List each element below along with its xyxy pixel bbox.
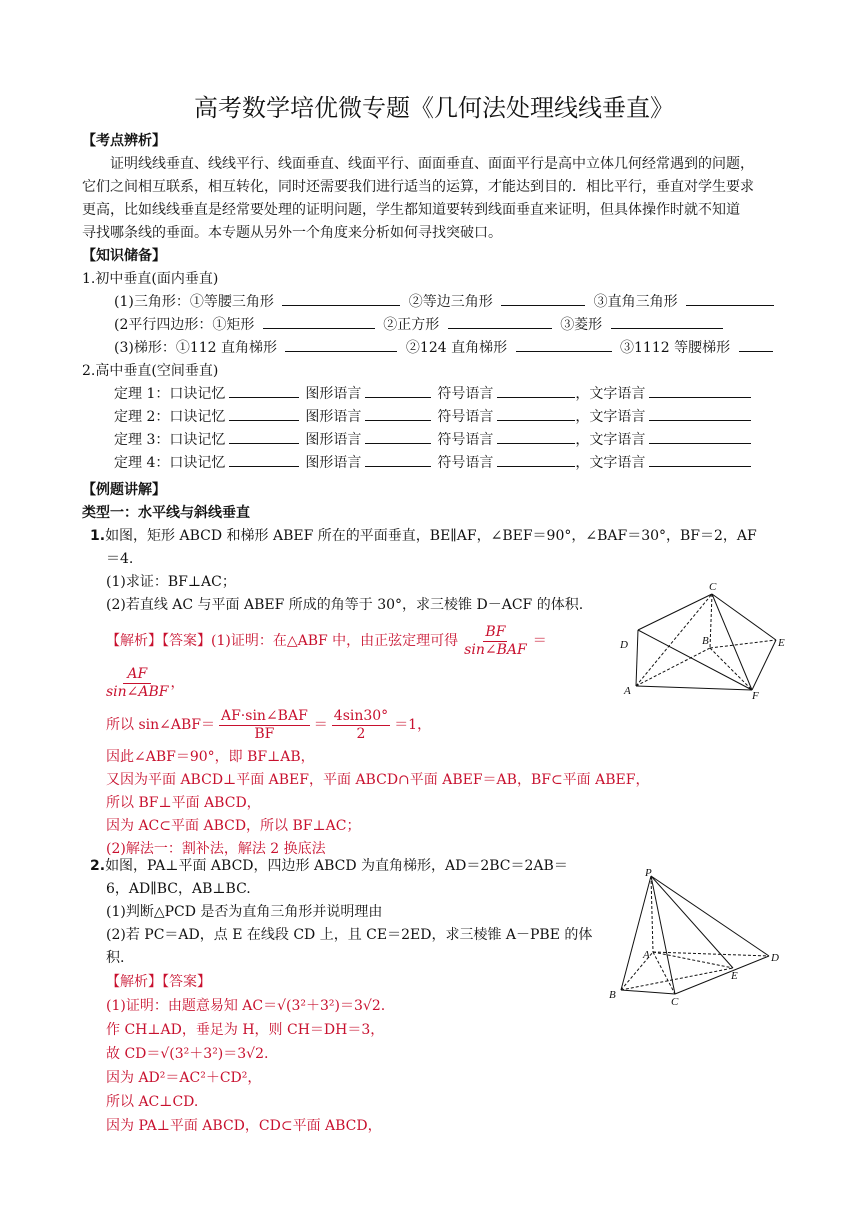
figure-1 — [612, 578, 792, 700]
problem-text: ＝4. — [106, 551, 134, 567]
solution-text: 作 CH⊥AD，垂足为 H，则 CH＝DH＝3， — [106, 1022, 385, 1038]
problem-text: 如图，矩形 ABCD 和梯形 ABEF 所在的平面垂直，BE∥AF，∠BEF＝90°，∠BAF＝30°，BF＝2，AF — [105, 528, 757, 544]
fill-blank — [282, 291, 400, 306]
fill-blank — [611, 314, 723, 329]
vertex-label: C — [671, 996, 679, 1006]
vertex-label: F — [752, 690, 759, 700]
theorem-label: 图形语言 — [305, 409, 362, 425]
theorem-label: 定理 4：口诀记忆 — [114, 455, 226, 471]
problem-number: 2. — [90, 858, 106, 874]
vertex-label: E — [731, 970, 738, 982]
vertex-label: E — [778, 637, 785, 649]
theorem-label: 图形语言 — [305, 432, 362, 448]
solution-text: 【解析】【答案】 — [106, 974, 211, 990]
solution-text: 因为 AC⊂平面 ABCD，所以 BF⊥AC； — [106, 818, 361, 834]
paragraph-line: 更高，比如线线垂直是经常要处理的证明问题，学生都知道要转到线面垂直来证明，但具体操作时就不知道 — [82, 202, 740, 218]
fill-blank — [263, 314, 375, 329]
question-1: (1)求证：BF⊥AC； — [106, 574, 236, 590]
fraction — [106, 666, 169, 701]
section-analysis — [82, 130, 792, 245]
vertex-label: B — [609, 989, 616, 1001]
fill-blank — [365, 452, 431, 467]
vertex-label: D — [771, 952, 779, 964]
fraction — [464, 624, 527, 659]
solution-text: ＝1， — [394, 716, 432, 733]
section-knowledge — [82, 245, 802, 475]
blank-label: ②等边三角形 — [408, 294, 493, 310]
section-heading: 【例题讲解】 — [82, 482, 166, 498]
fraction — [332, 708, 390, 743]
fill-blank — [448, 314, 552, 329]
solution-text: 所以 AC⊥CD. — [106, 1094, 199, 1110]
theorem-label: 定理 1：口诀记忆 — [114, 386, 226, 402]
fill-blank — [516, 337, 612, 352]
theorem-label: 符号语言 — [437, 455, 494, 471]
fill-blank — [501, 291, 585, 306]
question-2: (2)若 PC＝AD，点 E 在线段 CD 上，且 CE＝2ED，求三棱锥 A－PBE 的体 — [106, 927, 593, 943]
blank-label: ②正方形 — [383, 317, 440, 333]
blank-label: ②124 直角梯形 — [405, 340, 508, 356]
question-2: 积. — [106, 950, 125, 966]
section-heading: 【知识储备】 — [82, 248, 166, 264]
fraction-denominator: 2 — [356, 725, 366, 742]
theorem-label: 定理 3：口诀记忆 — [114, 432, 226, 448]
problem-number: 1. — [90, 528, 106, 544]
fill-blank — [229, 383, 299, 398]
blank-label: ③直角三角形 — [593, 294, 678, 310]
theorem-label: 图形语言 — [305, 386, 362, 402]
solution-text: ， — [170, 674, 185, 691]
fill-blank — [229, 429, 299, 444]
solution-text: 所以 BF⊥平面 ABCD， — [106, 795, 261, 811]
fill-blank — [497, 429, 575, 444]
problem-text: 6，AD∥BC，AB⊥BC. — [106, 881, 251, 897]
paragraph-line: 它们之间相互联系，相互转化，同时还需要我们进行适当的运算，才能达到目的．相比平行，垂直对学生要求 — [82, 179, 754, 195]
solution-text: (2)解法一：割补法，解法 2 换底法 — [106, 841, 326, 857]
vertex-label: C — [709, 581, 717, 593]
theorem-row — [82, 406, 802, 429]
blank-label: ③菱形 — [560, 317, 603, 333]
solution-text: 因为 AD²＝AC²＋CD²， — [106, 1070, 262, 1086]
theorem-label: ，文字语言 — [575, 455, 646, 471]
blank-label: (2平行四边形：①矩形 — [114, 317, 255, 333]
fraction-numerator: 4sin30° — [333, 707, 389, 724]
fill-blank — [649, 406, 751, 421]
question-1: (1)判断△PCD 是否为直角三角形并说明理由 — [106, 904, 383, 920]
fill-blank — [497, 406, 575, 421]
page-title: 高考数学培优微专题《几何法处理线线垂直》 — [194, 94, 674, 122]
fill-blank — [229, 406, 299, 421]
type-heading: 类型一：水平线与斜线垂直 — [82, 505, 250, 521]
subheading: 2.高中垂直(空间垂直) — [82, 363, 219, 379]
figure-2 — [605, 866, 785, 1006]
vertex-label: A — [643, 949, 650, 961]
fraction-numerator: AF·sin∠BAF — [220, 707, 308, 724]
theorem-row — [82, 429, 802, 452]
problem-text: 如图，PA⊥平面 ABCD，四边形 ABCD 为直角梯形，AD＝2BC＝2AB＝ — [105, 858, 568, 874]
solution-text: 所以 sin∠ABF＝ — [106, 716, 215, 733]
fill-blank — [229, 452, 299, 467]
solution-text: ＝ — [313, 716, 328, 733]
solution-text: 【解析】【答案】(1)证明：在△ABF 中，由正弦定理可得 — [106, 632, 459, 649]
fill-blank — [365, 406, 431, 421]
fill-blank — [649, 429, 751, 444]
vertex-label: B — [702, 635, 709, 647]
paragraph-line: 寻找哪条线的垂面。本专题从另外一个角度来分析如何寻找突破口。 — [82, 225, 502, 241]
theorem-label: 符号语言 — [437, 386, 494, 402]
fraction-denominator: sin∠ABF — [106, 683, 169, 700]
theorem-label: 定理 2：口诀记忆 — [114, 409, 226, 425]
paragraph-line: 证明线线垂直、线线平行、线面垂直、线面平行、面面垂直、面面平行是高中立体几何经常遇到的问题， — [110, 156, 754, 172]
section-examples — [82, 479, 250, 525]
solution-text: 故 CD＝√(3²＋3²)＝3√2. — [106, 1046, 269, 1062]
theorem-label: ，文字语言 — [575, 386, 646, 402]
fill-blank — [686, 291, 774, 306]
question-2: (2)若直线 AC 与平面 ABEF 所成的角等于 30°，求三棱锥 D－ACF 的体积. — [106, 597, 584, 613]
solution-text: 又因为平面 ABCD⊥平面 ABEF，平面 ABCD∩平面 ABEF＝AB，BF⊂平面 ABEF， — [106, 772, 650, 788]
fraction-denominator: BF — [254, 725, 275, 742]
fill-blank — [649, 383, 751, 398]
solution-text: ＝ — [532, 632, 547, 649]
fill-blank — [497, 452, 575, 467]
solution-text: 因此∠ABF＝90°，即 BF⊥AB， — [106, 749, 315, 765]
solution-text: (1)证明：由题意易知 AC＝√(3²＋3²)＝3√2. — [106, 998, 386, 1014]
vertex-label: P — [645, 867, 652, 879]
fill-blank — [649, 452, 751, 467]
fill-blank — [285, 337, 397, 352]
fraction-denominator: sin∠BAF — [464, 641, 527, 658]
theorem-label: 符号语言 — [437, 432, 494, 448]
theorem-label: ，文字语言 — [575, 432, 646, 448]
blank-label: ③1112 等腰梯形 — [620, 340, 731, 356]
solution-2 — [106, 970, 606, 1138]
theorem-label: ，文字语言 — [575, 409, 646, 425]
theorem-row — [82, 383, 802, 406]
theorem-label: 符号语言 — [437, 409, 494, 425]
section-heading: 【考点辨析】 — [82, 133, 166, 149]
fraction — [219, 708, 310, 743]
fill-blank — [497, 383, 575, 398]
theorem-label: 图形语言 — [305, 455, 362, 471]
solution-1 — [106, 620, 650, 861]
blank-row — [82, 291, 802, 314]
vertex-label: D — [620, 639, 628, 651]
problem-2 — [90, 855, 620, 970]
vertex-label: A — [624, 685, 631, 697]
fill-blank — [739, 337, 773, 352]
blank-row — [82, 314, 802, 337]
fill-blank — [365, 429, 431, 444]
subheading: 1.初中垂直(面内垂直) — [82, 271, 219, 287]
fraction-numerator: BF — [485, 623, 506, 640]
blank-row — [82, 337, 802, 360]
blank-label: (3)梯形：①112 直角梯形 — [114, 340, 278, 356]
solution-text: 因为 PA⊥平面 ABCD，CD⊂平面 ABCD， — [106, 1118, 382, 1134]
fill-blank — [365, 383, 431, 398]
theorem-row — [82, 452, 802, 475]
fraction-numerator: AF — [123, 666, 151, 684]
blank-label: (1)三角形：①等腰三角形 — [114, 294, 274, 310]
